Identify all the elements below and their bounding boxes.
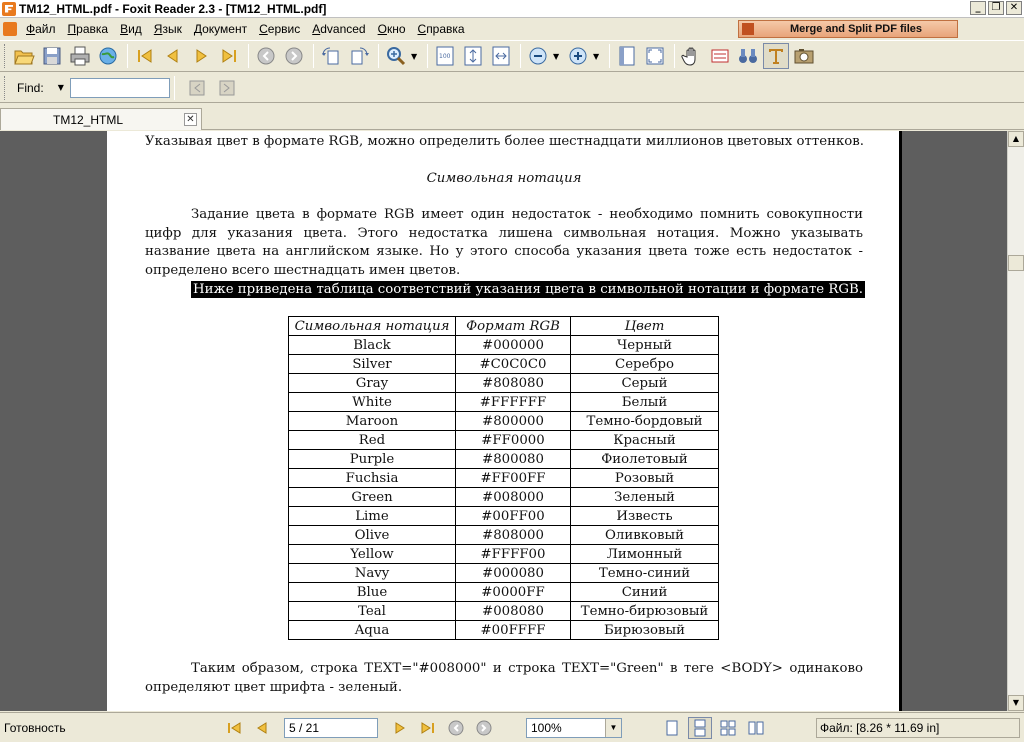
menu-file[interactable]: Файл bbox=[26, 22, 56, 36]
table-row bbox=[289, 355, 719, 374]
back-arrow-icon bbox=[447, 719, 465, 737]
cell-notation: Red bbox=[289, 431, 456, 450]
table-row bbox=[289, 507, 719, 526]
open-file-button[interactable] bbox=[11, 43, 37, 69]
promo-text: Merge and Split PDF files bbox=[790, 23, 923, 35]
facing-continuous-icon bbox=[719, 719, 737, 737]
forward-arrow-icon bbox=[475, 719, 493, 737]
zoom-out-button[interactable] bbox=[525, 43, 551, 69]
main-toolbar bbox=[0, 40, 1024, 72]
cell-rgb: #FF0000 bbox=[456, 431, 571, 450]
history-back-button[interactable] bbox=[253, 43, 279, 69]
status-bar bbox=[0, 712, 1024, 742]
promo-banner-button[interactable] bbox=[738, 20, 958, 38]
menu-document[interactable]: Документ bbox=[193, 22, 248, 36]
body-paragraph: Задание цвета в формате RGB имеет один недостаток - необходимо помнить совокупности цифр для указания цвета. Этого недостатка лишена символьная нотация. Можно указывать название цвета на английском языке. Но у этого способа указания цвета тоже есть недостаток - определено всего шестнадцать имен цветов. bbox=[145, 207, 863, 278]
promo-icon bbox=[742, 23, 754, 35]
back-arrow-icon bbox=[255, 45, 277, 67]
cell-notation: Green bbox=[289, 488, 456, 507]
cell-color: Бирюзовый bbox=[571, 621, 719, 640]
menu-help[interactable]: Справка bbox=[417, 22, 465, 36]
document-menu-icon[interactable] bbox=[3, 22, 17, 36]
table-row bbox=[289, 526, 719, 545]
rotate-right-button[interactable] bbox=[346, 43, 372, 69]
first-page-icon bbox=[225, 719, 243, 737]
table-body bbox=[289, 336, 719, 640]
cell-color: Темно-бордовый bbox=[571, 412, 719, 431]
close-button[interactable]: ✕ bbox=[1006, 1, 1022, 15]
printer-icon bbox=[69, 45, 91, 67]
cell-rgb: #FF00FF bbox=[456, 469, 571, 488]
pdf-page bbox=[107, 131, 902, 711]
conclusion-paragraph: Таким образом, строка TEXT="#008000" и строка TEXT="Green" в теге <BODY> одинаково определяют цвет шрифта - зеленый. bbox=[145, 661, 863, 695]
previous-page-icon bbox=[253, 719, 271, 737]
find-next-button[interactable] bbox=[215, 77, 239, 99]
window-title: TM12_HTML.pdf - Foxit Reader 2.3 - [TM12_HTML.pdf] bbox=[19, 1, 327, 16]
first-page-button[interactable] bbox=[132, 43, 158, 69]
menu-window[interactable]: Окно bbox=[377, 22, 406, 36]
cell-color: Фиолетовый bbox=[571, 450, 719, 469]
find-options-dropdown-icon[interactable]: ▼ bbox=[57, 83, 64, 92]
status-text: Готовность bbox=[4, 721, 66, 735]
text-tool-icon bbox=[765, 45, 787, 67]
toolbar-separator bbox=[248, 44, 249, 68]
snapshot-tool-button[interactable] bbox=[791, 43, 817, 69]
menu-language[interactable]: Язык bbox=[153, 22, 182, 36]
rotate-left-icon bbox=[320, 45, 342, 67]
table-row bbox=[289, 545, 719, 564]
open-folder-icon bbox=[13, 45, 35, 67]
forward-arrow-icon bbox=[283, 45, 305, 67]
table-header-notation: Символьная нотация bbox=[289, 317, 456, 336]
cell-color: Серебро bbox=[571, 355, 719, 374]
table-row bbox=[289, 412, 719, 431]
cell-notation: Silver bbox=[289, 355, 456, 374]
cell-color: Серый bbox=[571, 374, 719, 393]
bookmarks-panel-button[interactable] bbox=[614, 43, 640, 69]
page-number-input[interactable]: 5 / 21 bbox=[284, 718, 378, 738]
tab-label: TM12_HTML bbox=[53, 112, 124, 127]
facing-layout-button[interactable] bbox=[744, 717, 768, 739]
table-row bbox=[289, 564, 719, 583]
find-input[interactable] bbox=[70, 78, 170, 98]
foxit-app-icon[interactable] bbox=[2, 2, 16, 16]
table-row bbox=[289, 431, 719, 450]
toolbar-separator bbox=[127, 44, 128, 68]
save-icon bbox=[41, 45, 63, 67]
table-row bbox=[289, 583, 719, 602]
next-page-button[interactable] bbox=[188, 43, 214, 69]
cell-color: Лимонный bbox=[571, 545, 719, 564]
zoom-in-button[interactable] bbox=[565, 43, 591, 69]
cell-rgb: #0000FF bbox=[456, 583, 571, 602]
table-header-rgb: Формат RGB bbox=[456, 317, 571, 336]
hand-icon bbox=[681, 45, 703, 67]
print-button[interactable] bbox=[67, 43, 93, 69]
find-toolbar-grip[interactable] bbox=[4, 76, 7, 100]
zoom-dropdown-icon[interactable]: ▼ bbox=[605, 719, 621, 737]
cell-color: Известь bbox=[571, 507, 719, 526]
cell-color: Темно-бирюзовый bbox=[571, 602, 719, 621]
cell-notation: White bbox=[289, 393, 456, 412]
web-button[interactable] bbox=[95, 43, 121, 69]
table-row bbox=[289, 450, 719, 469]
cell-notation: Teal bbox=[289, 602, 456, 621]
cell-notation: Maroon bbox=[289, 412, 456, 431]
toolbar-separator bbox=[520, 44, 521, 68]
find-next-icon bbox=[217, 78, 237, 98]
minimize-button[interactable]: _ bbox=[970, 1, 986, 15]
fit-width-icon bbox=[490, 45, 512, 67]
intro-paragraph: Указывая цвет в формате RGB, можно определить более шестнадцати миллионов цветовых оттенков. bbox=[145, 134, 864, 149]
last-page-icon bbox=[218, 45, 240, 67]
cell-notation: Olive bbox=[289, 526, 456, 545]
cell-color: Оливковый bbox=[571, 526, 719, 545]
select-text-tool-button[interactable] bbox=[707, 43, 733, 69]
cell-color: Розовый bbox=[571, 469, 719, 488]
cell-rgb: #808000 bbox=[456, 526, 571, 545]
cell-notation: Yellow bbox=[289, 545, 456, 564]
fit-width-button[interactable] bbox=[488, 43, 514, 69]
full-screen-button[interactable] bbox=[642, 43, 668, 69]
file-size-info: Файл: [8.26 * 11.69 in] bbox=[816, 718, 1020, 738]
zoom-in-dropdown-icon[interactable]: ▼ bbox=[593, 51, 600, 61]
status-first-page-button[interactable] bbox=[222, 717, 246, 739]
cell-rgb: #000080 bbox=[456, 564, 571, 583]
cell-notation: Purple bbox=[289, 450, 456, 469]
cell-notation: Blue bbox=[289, 583, 456, 602]
status-back-button[interactable] bbox=[444, 717, 468, 739]
last-page-button[interactable] bbox=[216, 43, 242, 69]
title-bar bbox=[0, 0, 1024, 18]
previous-page-icon bbox=[162, 45, 184, 67]
table-row bbox=[289, 602, 719, 621]
single-page-icon bbox=[663, 719, 681, 737]
next-page-icon bbox=[190, 45, 212, 67]
color-table bbox=[288, 316, 719, 640]
table-row bbox=[289, 469, 719, 488]
history-forward-button[interactable] bbox=[281, 43, 307, 69]
section-heading: Символьная нотация bbox=[426, 171, 582, 186]
menu-tools[interactable]: Сервис bbox=[259, 22, 301, 36]
cell-rgb: #008000 bbox=[456, 488, 571, 507]
document-viewport[interactable] bbox=[0, 131, 1007, 711]
rotate-right-icon bbox=[348, 45, 370, 67]
cell-notation: Fuchsia bbox=[289, 469, 456, 488]
selected-text: Ниже приведена таблица соответствий указания цвета в символьной нотации и формате RGB. bbox=[193, 282, 864, 297]
toolbar-separator bbox=[427, 44, 428, 68]
toolbar-separator bbox=[313, 44, 314, 68]
magnifier-icon bbox=[385, 45, 407, 67]
scroll-up-button[interactable]: ▲ bbox=[1008, 131, 1024, 147]
cell-notation: Navy bbox=[289, 564, 456, 583]
camera-icon bbox=[793, 45, 815, 67]
cell-color: Зеленый bbox=[571, 488, 719, 507]
zoom-select[interactable] bbox=[526, 718, 622, 738]
page-layout-group bbox=[660, 717, 768, 739]
status-previous-page-button[interactable] bbox=[250, 717, 274, 739]
bookmark-page-icon bbox=[616, 45, 638, 67]
cell-notation: Aqua bbox=[289, 621, 456, 640]
next-page-icon bbox=[391, 719, 409, 737]
vertical-scrollbar[interactable] bbox=[1007, 131, 1024, 711]
svg-text:100: 100 bbox=[439, 53, 451, 60]
cell-color: Черный bbox=[571, 336, 719, 355]
zoom-out-icon bbox=[527, 45, 549, 67]
find-previous-icon bbox=[187, 78, 207, 98]
zoom-tool-dropdown-icon[interactable]: ▼ bbox=[411, 51, 418, 61]
scroll-down-button[interactable]: ▼ bbox=[1008, 695, 1024, 711]
cell-notation: Gray bbox=[289, 374, 456, 393]
fit-page-button[interactable] bbox=[460, 43, 486, 69]
binoculars-icon bbox=[737, 45, 759, 67]
continuous-page-icon bbox=[691, 719, 709, 737]
single-page-layout-button[interactable] bbox=[660, 717, 684, 739]
cell-color: Белый bbox=[571, 393, 719, 412]
cell-rgb: #808080 bbox=[456, 374, 571, 393]
status-last-page-button[interactable] bbox=[416, 717, 440, 739]
actual-size-icon bbox=[434, 45, 456, 67]
scroll-thumb[interactable] bbox=[1008, 255, 1024, 271]
menu-view[interactable]: Вид bbox=[120, 22, 142, 36]
last-page-icon bbox=[419, 719, 437, 737]
fit-page-icon bbox=[462, 45, 484, 67]
cell-rgb: #FFFFFF bbox=[456, 393, 571, 412]
cell-rgb: #C0C0C0 bbox=[456, 355, 571, 374]
menu-advanced[interactable]: Advanced bbox=[312, 22, 366, 36]
zoom-in-icon bbox=[567, 45, 589, 67]
toolbar-separator bbox=[609, 44, 610, 68]
find-previous-button[interactable] bbox=[185, 77, 209, 99]
cell-rgb: #000000 bbox=[456, 336, 571, 355]
zoom-value: 100% bbox=[531, 721, 562, 735]
table-header-color: Цвет bbox=[571, 317, 719, 336]
cell-color: Темно-синий bbox=[571, 564, 719, 583]
cell-rgb: #00FFFF bbox=[456, 621, 571, 640]
facing-page-icon bbox=[747, 719, 765, 737]
find-tool-button[interactable] bbox=[735, 43, 761, 69]
document-tab-strip bbox=[0, 104, 1024, 130]
zoom-out-dropdown-icon[interactable]: ▼ bbox=[553, 51, 560, 61]
page-navigation bbox=[222, 717, 496, 739]
tab-close-icon[interactable]: ✕ bbox=[184, 113, 197, 126]
tab-tm12-html[interactable] bbox=[0, 108, 202, 130]
select-text-icon bbox=[709, 45, 731, 67]
toolbar-grip[interactable] bbox=[4, 44, 7, 68]
zoom-tool-button[interactable] bbox=[383, 43, 409, 69]
find-label: Find: bbox=[17, 80, 44, 95]
window-controls bbox=[970, 1, 1022, 15]
cell-notation: Black bbox=[289, 336, 456, 355]
full-screen-icon bbox=[644, 45, 666, 67]
cell-rgb: #FFFF00 bbox=[456, 545, 571, 564]
facing-continuous-layout-button[interactable] bbox=[716, 717, 740, 739]
table-row bbox=[289, 336, 719, 355]
first-page-icon bbox=[134, 45, 156, 67]
cell-rgb: #008080 bbox=[456, 602, 571, 621]
cell-color: Красный bbox=[571, 431, 719, 450]
table-header-row bbox=[289, 317, 719, 336]
cell-rgb: #800000 bbox=[456, 412, 571, 431]
status-next-page-button[interactable] bbox=[388, 717, 412, 739]
cell-rgb: #800080 bbox=[456, 450, 571, 469]
toolbar-separator bbox=[174, 76, 175, 100]
rotate-left-button[interactable] bbox=[318, 43, 344, 69]
text-tool-button[interactable] bbox=[763, 43, 789, 69]
cell-notation: Lime bbox=[289, 507, 456, 526]
table-row bbox=[289, 393, 719, 412]
toolbar-separator bbox=[674, 44, 675, 68]
table-row bbox=[289, 621, 719, 640]
continuous-layout-button[interactable] bbox=[688, 717, 712, 739]
cell-color: Синий bbox=[571, 583, 719, 602]
status-forward-button[interactable] bbox=[472, 717, 496, 739]
hand-tool-button[interactable] bbox=[679, 43, 705, 69]
previous-page-button[interactable] bbox=[160, 43, 186, 69]
find-toolbar bbox=[0, 73, 1024, 103]
toolbar-separator bbox=[378, 44, 379, 68]
table-row bbox=[289, 488, 719, 507]
restore-button[interactable]: ❐ bbox=[988, 1, 1004, 15]
menu-edit[interactable]: Правка bbox=[67, 22, 109, 36]
save-button[interactable] bbox=[39, 43, 65, 69]
globe-icon bbox=[97, 45, 119, 67]
cell-rgb: #00FF00 bbox=[456, 507, 571, 526]
actual-size-button[interactable] bbox=[432, 43, 458, 69]
table-row bbox=[289, 374, 719, 393]
